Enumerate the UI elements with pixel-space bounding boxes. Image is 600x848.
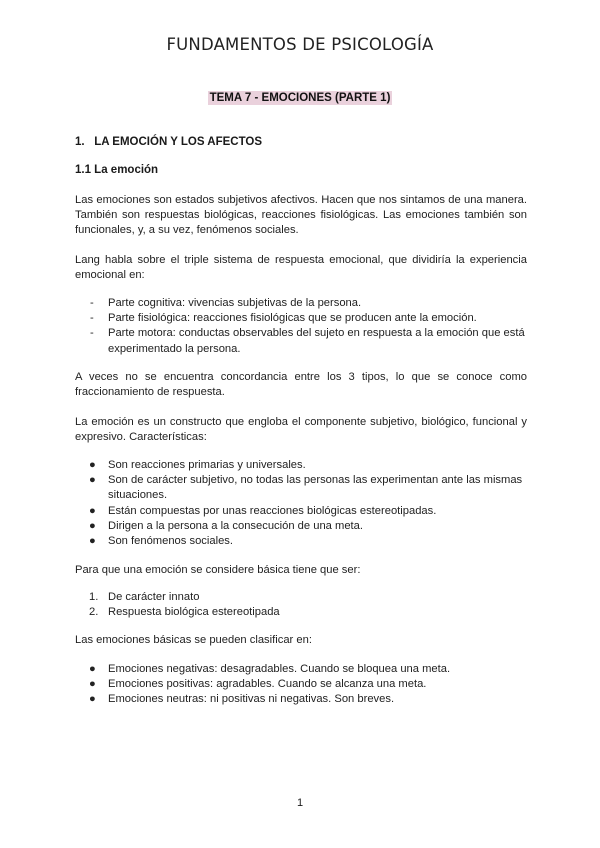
list-item-text: De carácter innato — [108, 591, 200, 603]
dash-marker: - — [90, 327, 94, 340]
dash-marker: - — [90, 312, 94, 325]
bullet-marker: ● — [89, 504, 96, 517]
list-item — [75, 519, 527, 534]
bullet-marker: ● — [89, 459, 96, 471]
list-item — [75, 590, 527, 605]
list-item-text: Parte motora: conductas observables del sujeto en respuesta a la emoción que está experimentado la persona. — [108, 327, 525, 355]
list-item-text: Son fenómenos sociales. — [108, 535, 234, 548]
list-item — [75, 458, 527, 473]
list-item — [75, 311, 527, 326]
list-item — [75, 473, 527, 503]
bullet-marker: ● — [89, 693, 96, 706]
list-item — [75, 534, 527, 549]
dash-marker: - — [90, 297, 94, 309]
number-marker: 2. — [89, 606, 99, 619]
bullet-marker: ● — [89, 519, 96, 532]
list-item — [75, 677, 527, 692]
paragraph: Lang habla sobre el triple sistema de respuesta emocional, que dividiría la experiencia emocional en: — [75, 254, 527, 282]
paragraph: Las emociones básicas se pueden clasificar en: — [75, 634, 312, 646]
number-marker: 1. — [89, 591, 99, 603]
page-number: 1 — [296, 797, 304, 809]
list-item-text: Son de carácter subjetivo, no todas las personas las experimentan ante las mismas situaciones. — [108, 474, 523, 502]
basic-requirements-list — [75, 590, 527, 620]
document-title: FUNDAMENTOS DE PSICOLOGÍA — [166, 35, 434, 54]
bullet-marker: ● — [89, 663, 96, 675]
bullet-marker: ● — [89, 678, 96, 691]
list-item-text: Emociones negativas: desagradables. Cuando se bloquea una meta. — [108, 663, 451, 675]
list-item-text: Emociones neutras: ni positivas ni negativas. Son breves. — [108, 693, 395, 706]
list-item-text: Respuesta biológica estereotipada — [108, 606, 280, 619]
list-item-text: Parte fisiológica: reacciones fisiológicas que se producen ante la emoción. — [108, 312, 477, 325]
topic-heading-text: TEMA 7 - EMOCIONES (PARTE 1) — [209, 92, 391, 104]
subsection-heading: 1.1 La emoción — [75, 164, 159, 176]
bullet-marker: ● — [89, 535, 96, 548]
lang-system-list — [75, 296, 527, 357]
list-item-text: Están compuestas por unas reacciones biológicas estereotipadas. — [108, 504, 437, 517]
section-heading — [75, 136, 262, 148]
list-item-text: Parte cognitiva: vivencias subjetivas de la persona. — [108, 297, 362, 309]
section-number: 1. — [75, 136, 85, 148]
paragraph: Las emociones son estados subjetivos afectivos. Hacen que nos sintamos de una manera. También son respuestas biológicas, reacciones fisiológicas. Las emociones también son funcionales, y, a su vez, fenómenos sociales. — [75, 194, 527, 237]
basic-types-list — [75, 662, 527, 708]
list-item — [75, 504, 527, 519]
list-item — [75, 662, 527, 677]
characteristics-list — [75, 458, 527, 549]
list-item-text: Son reacciones primarias y universales. — [108, 459, 306, 471]
list-item — [75, 692, 527, 707]
list-item-text: Emociones positivas: agradables. Cuando se alcanza una meta. — [108, 678, 427, 691]
paragraph: Para que una emoción se considere básica tiene que ser: — [75, 564, 361, 576]
list-item — [75, 296, 527, 311]
topic-heading — [0, 88, 600, 106]
list-item-text: Dirigen a la persona a la consecución de una meta. — [108, 519, 363, 532]
list-item — [75, 326, 527, 356]
paragraph: A veces no se encuentra concordancia entre los 3 tipos, lo que se conoce como fraccionamiento de respuesta. — [75, 371, 527, 399]
bullet-marker: ● — [89, 474, 96, 487]
paragraph: La emoción es un constructo que engloba el componente subjetivo, biológico, funcional y expresivo. Características: — [75, 416, 527, 444]
list-item — [75, 605, 527, 620]
section-title: LA EMOCIÓN Y LOS AFECTOS — [94, 136, 263, 148]
